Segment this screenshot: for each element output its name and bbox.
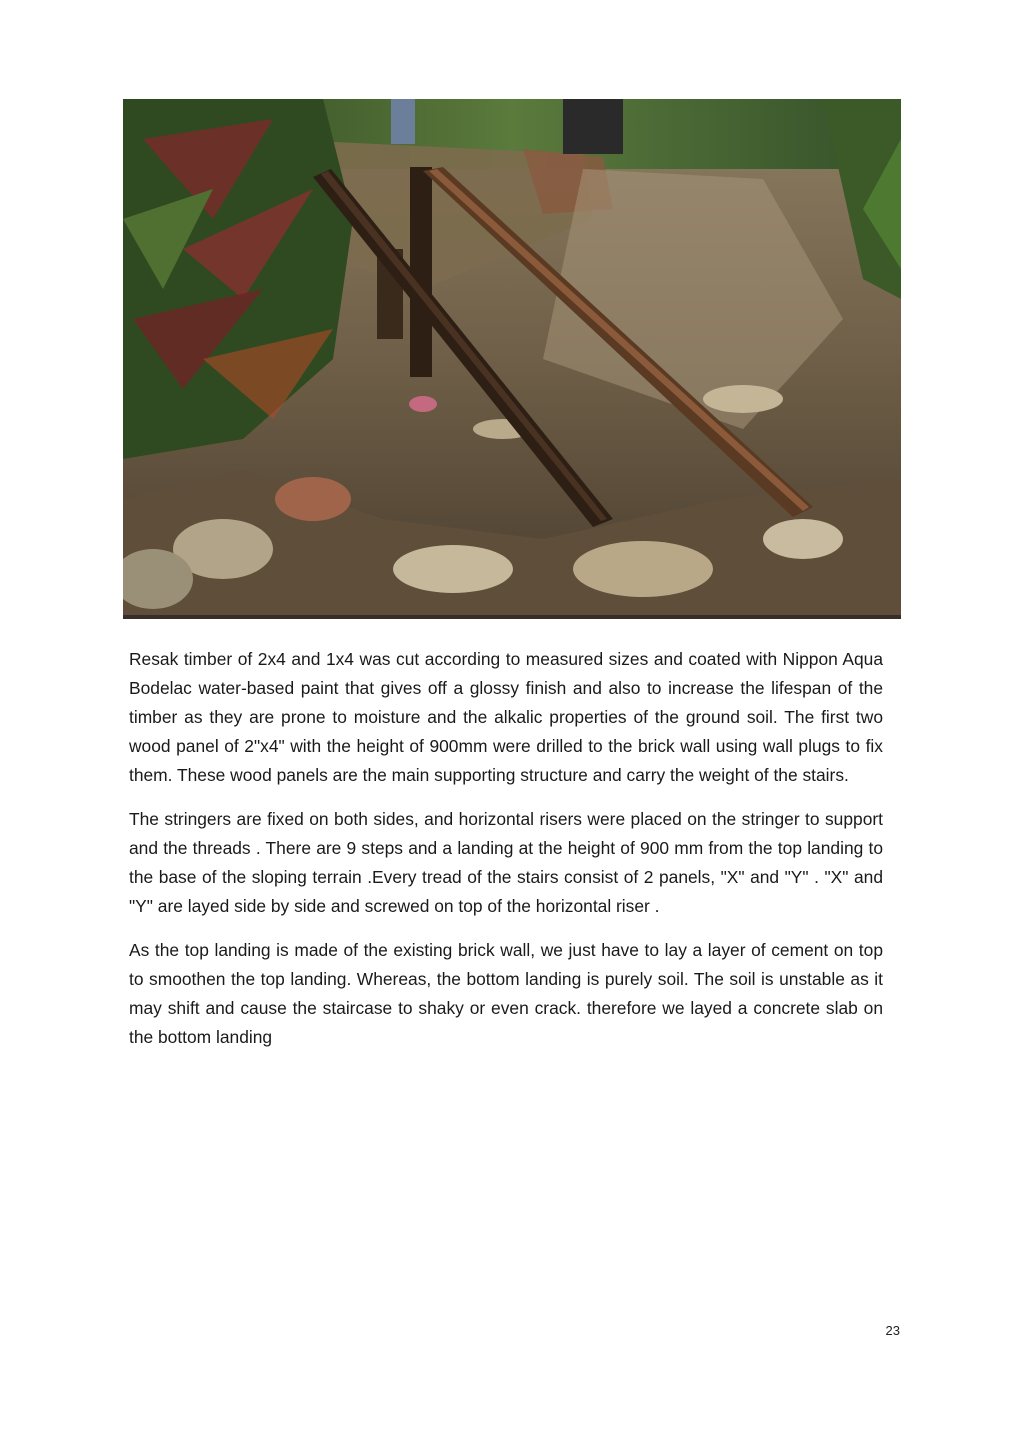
paragraph-stringers-and-steps: The stringers are fixed on both sides, and horizontal risers were placed on the stringer to support and the threads . There are 9 steps and a landing at the height of 900 mm from the top landing to the base of the sloping terrain .Every tread of the stairs consist of 2 panels, "X" and "Y" . "X" and "Y" are layed side by side and screwed on top of the horizontal riser .	[129, 809, 883, 916]
timber-stringers-photo	[123, 99, 901, 619]
site-photo	[123, 99, 901, 619]
body-text	[129, 645, 883, 1067]
paragraph-timber-preparation: Resak timber of 2x4 and 1x4 was cut according to measured sizes and coated with Nippon Aqua Bodelac water-based paint that gives off a glossy finish and also to increase the lifespan of the timber as they are prone to moisture and the alkalic properties of the ground soil. The first two wood panel of 2"x4" with the height of 900mm were drilled to the brick wall using wall plugs to fix them. These wood panels are the main supporting structure and carry the weight of the stairs.	[129, 649, 883, 785]
paragraph-landings: As the top landing is made of the existing brick wall, we just have to lay a layer of cement on top to smoothen the top landing. Whereas, the bottom landing is purely soil. The soil is unstable as it may shift and cause the staircase to shaky or even crack. therefore we layed a concrete slab on the bottom landing	[129, 940, 883, 1047]
page-number: 23	[885, 1323, 900, 1338]
